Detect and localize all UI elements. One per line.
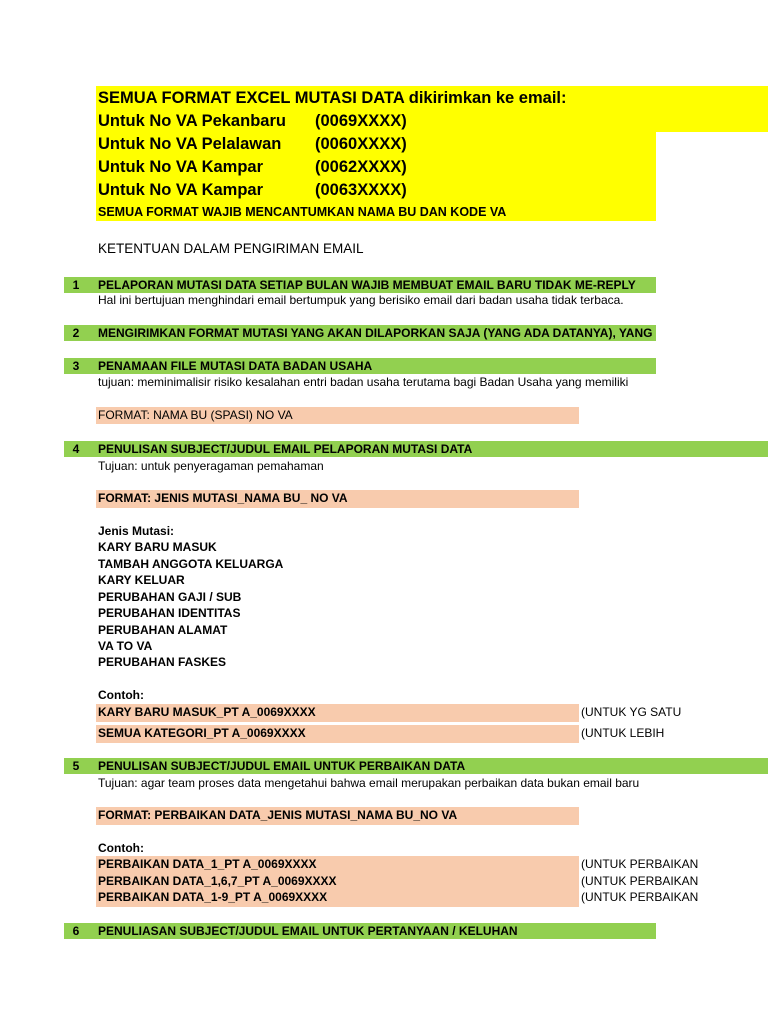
section-1-title: PELAPORAN MUTASI DATA SETIAP BULAN WAJIB MEMBUAT EMAIL BARU TIDAK ME-REPLY bbox=[98, 278, 636, 292]
section-4-number: 4 bbox=[72, 442, 80, 456]
va-code-3: (0062XXXX) bbox=[315, 158, 407, 176]
contoh-5-row-1-note: (UNTUK PERBAIKAN bbox=[581, 857, 699, 871]
header-title: SEMUA FORMAT EXCEL MUTASI DATA dikirimkan ke email: bbox=[98, 89, 567, 107]
section-3-format: FORMAT: NAMA BU (SPASI) NO VA bbox=[98, 408, 293, 422]
section-1-number: 1 bbox=[72, 278, 80, 292]
jenis-mutasi-item: PERUBAHAN FASKES bbox=[98, 655, 227, 669]
jenis-mutasi-item: KARY BARU MASUK bbox=[98, 540, 217, 554]
contoh-4-row-1-note: (UNTUK YG SATU bbox=[581, 705, 682, 719]
va-code-2: (0060XXXX) bbox=[315, 135, 407, 153]
contoh-5-row-2-note: (UNTUK PERBAIKAN bbox=[581, 874, 699, 888]
ketentuan-heading: KETENTUAN DALAM PENGIRIMAN EMAIL bbox=[98, 241, 364, 256]
section-5-number: 5 bbox=[72, 759, 80, 773]
section-5-title: PENULISAN SUBJECT/JUDUL EMAIL UNTUK PERBAIKAN DATA bbox=[98, 759, 466, 773]
section-5-format: FORMAT: PERBAIKAN DATA_JENIS MUTASI_NAMA BU_NO VA bbox=[98, 808, 458, 822]
jenis-mutasi-item: KARY KELUAR bbox=[98, 573, 185, 587]
contoh-4-row-2-note: (UNTUK LEBIH bbox=[581, 726, 665, 740]
section-4-desc: Tujuan: untuk penyeragaman pemahaman bbox=[98, 459, 324, 473]
jenis-mutasi-item: PERUBAHAN ALAMAT bbox=[98, 623, 228, 637]
section-3-number: 3 bbox=[72, 359, 80, 373]
va-label-1: Untuk No VA Pekanbaru bbox=[98, 112, 286, 130]
va-label-2: Untuk No VA Pelalawan bbox=[98, 135, 282, 153]
section-6-number: 6 bbox=[72, 924, 80, 938]
contoh-4-row-2: SEMUA KATEGORI_PT A_0069XXXX bbox=[98, 726, 306, 740]
jenis-mutasi-heading: Jenis Mutasi: bbox=[98, 524, 175, 538]
jenis-mutasi-item: TAMBAH ANGGOTA KELUARGA bbox=[98, 557, 284, 571]
section-4-title: PENULISAN SUBJECT/JUDUL EMAIL PELAPORAN MUTASI DATA bbox=[98, 442, 473, 456]
section-3-title: PENAMAAN FILE MUTASI DATA BADAN USAHA bbox=[98, 359, 373, 373]
contoh-heading-4: Contoh: bbox=[98, 688, 144, 702]
section-2-number: 2 bbox=[72, 326, 80, 340]
section-6-title: PENULIASAN SUBJECT/JUDUL EMAIL UNTUK PERTANYAAN / KELUHAN bbox=[98, 924, 518, 938]
contoh-5-row-3: PERBAIKAN DATA_1-9_PT A_0069XXXX bbox=[98, 890, 328, 904]
jenis-mutasi-item: PERUBAHAN IDENTITAS bbox=[98, 606, 241, 620]
jenis-mutasi-item: PERUBAHAN GAJI / SUB bbox=[98, 590, 242, 604]
contoh-5-row-1: PERBAIKAN DATA_1_PT A_0069XXXX bbox=[98, 857, 317, 871]
va-label-3: Untuk No VA Kampar bbox=[98, 158, 264, 176]
contoh-5-row-3-note: (UNTUK PERBAIKAN bbox=[581, 890, 699, 904]
section-1-desc: Hal ini bertujuan menghindari email bertumpuk yang berisiko email dari badan usaha tidak terbaca. bbox=[98, 293, 624, 307]
va-code-4: (0063XXXX) bbox=[315, 181, 407, 199]
va-code-1: (0069XXXX) bbox=[315, 112, 407, 130]
va-label-4: Untuk No VA Kampar bbox=[98, 181, 264, 199]
contoh-5-row-2: PERBAIKAN DATA_1,6,7_PT A_0069XXXX bbox=[98, 874, 337, 888]
contoh-4-row-1: KARY BARU MASUK_PT A_0069XXXX bbox=[98, 705, 316, 719]
section-5-desc: Tujuan: agar team proses data mengetahui bahwa email merupakan perbaikan data bukan email baru bbox=[98, 776, 640, 790]
contoh-heading-5: Contoh: bbox=[98, 841, 144, 855]
header-note: SEMUA FORMAT WAJIB MENCANTUMKAN NAMA BU DAN KODE VA bbox=[98, 205, 507, 219]
section-3-desc: tujuan: meminimalisir risiko kesalahan entri badan usaha terutama bagi Badan Usaha yang memiliki bbox=[98, 375, 629, 389]
section-2-title: MENGIRIMKAN FORMAT MUTASI YANG AKAN DILAPORKAN SAJA (YANG ADA DATANYA), YANG bbox=[98, 326, 653, 340]
section-4-format: FORMAT: JENIS MUTASI_NAMA BU_ NO VA bbox=[98, 491, 348, 505]
jenis-mutasi-item: VA TO VA bbox=[98, 639, 153, 653]
